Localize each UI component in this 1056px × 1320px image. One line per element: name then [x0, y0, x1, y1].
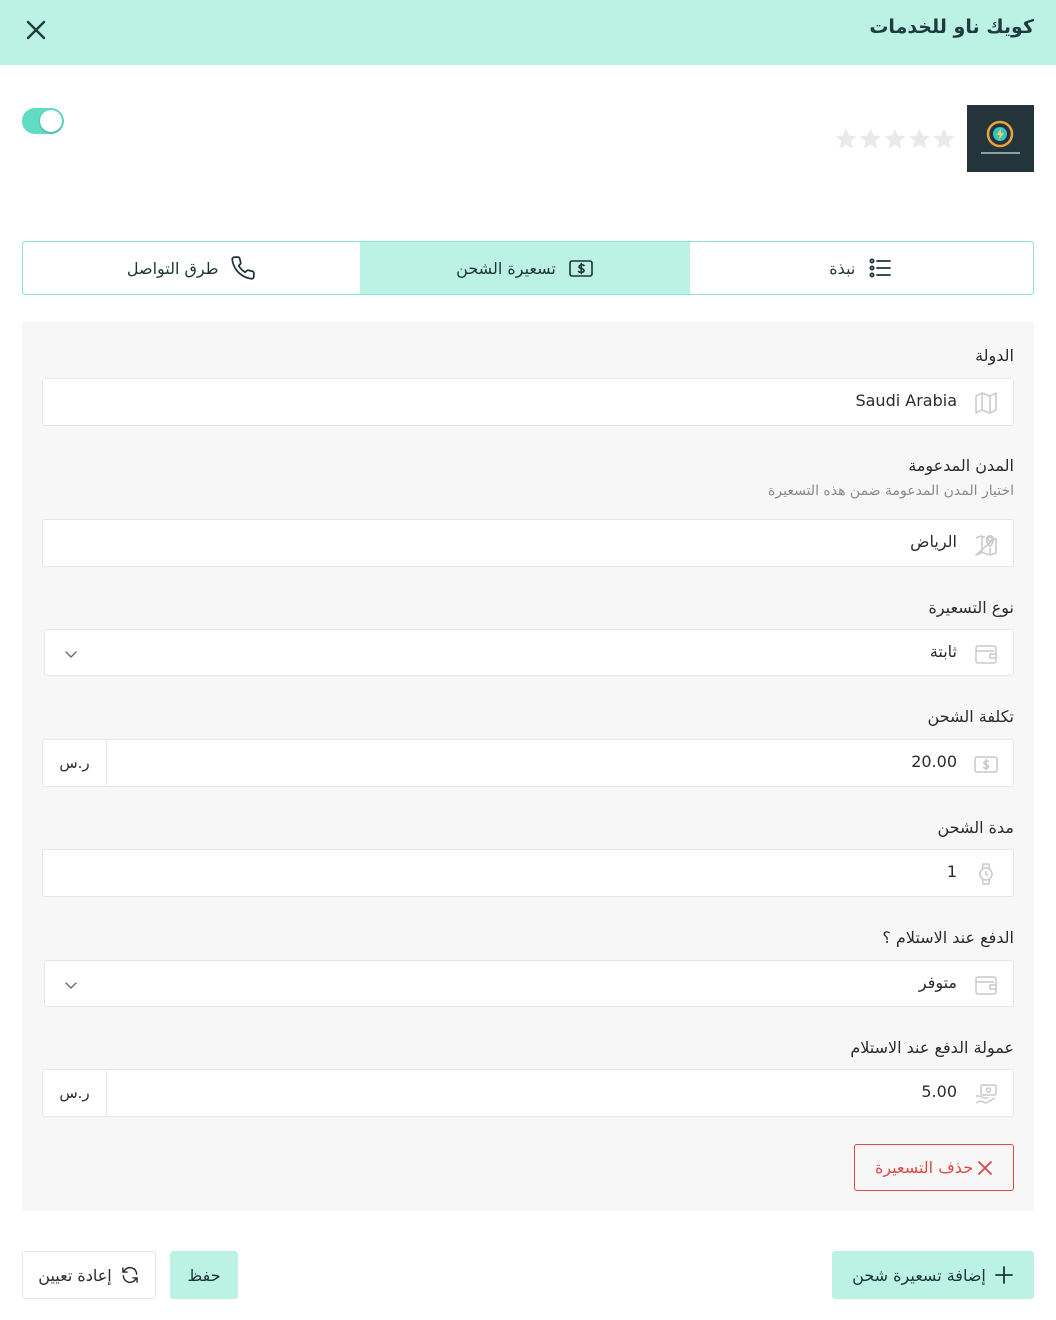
star-icon — [885, 129, 906, 149]
cod-select[interactable] — [44, 960, 1014, 1007]
star-icon — [934, 129, 955, 149]
currency-addon — [43, 740, 107, 786]
cities-value: الرياض — [910, 532, 957, 551]
cod-fee-label: عمولة الدفع عند الاستلام — [850, 1038, 1014, 1057]
currency-addon — [43, 1070, 107, 1116]
money-icon — [568, 255, 594, 281]
reset-button[interactable] — [22, 1251, 156, 1299]
tab-contact-label: طرق التواصل — [126, 258, 219, 278]
close-icon — [977, 1160, 993, 1176]
currency-label: ر.س — [59, 754, 90, 772]
country-label: الدولة — [975, 346, 1014, 365]
add-pricing-button[interactable] — [832, 1251, 1034, 1299]
map-icon — [973, 390, 999, 416]
tab-about-label: نبذة — [829, 258, 856, 278]
pricing-type-select[interactable] — [44, 629, 1014, 676]
active-toggle[interactable] — [22, 108, 64, 134]
company-logo — [967, 105, 1034, 172]
cod-fee-field[interactable] — [42, 1069, 1014, 1117]
cash-icon — [973, 751, 999, 777]
watch-icon — [973, 861, 999, 887]
cod-fee-value: 5.00 — [921, 1082, 957, 1101]
refresh-icon — [120, 1265, 140, 1285]
star-icon — [860, 129, 881, 149]
shipping-duration-value: 1 — [946, 862, 957, 881]
cities-field[interactable] — [42, 519, 1014, 567]
cities-label: المدن المدعومة — [908, 456, 1014, 475]
save-label: حفظ — [187, 1265, 221, 1285]
hand-cash-icon — [973, 1081, 999, 1107]
list-icon — [867, 255, 893, 281]
star-icon — [836, 129, 857, 149]
pricing-type-label: نوع التسعيرة — [928, 598, 1014, 617]
star-icon — [909, 129, 930, 149]
add-pricing-label: إضافة تسعيرة شحن — [852, 1265, 986, 1285]
chevron-down-icon — [63, 646, 79, 662]
cod-value: متوفر — [918, 973, 957, 992]
header-bar — [0, 0, 1056, 65]
shipping-cost-field[interactable] — [42, 739, 1014, 787]
cities-hint: اختيار المدن المدعومة ضمن هذه التسعيرة — [768, 483, 1014, 499]
wallet-icon — [973, 641, 999, 667]
rating-stars — [834, 127, 956, 151]
page-title: كويك ناو للخدمات — [869, 16, 1034, 38]
shipping-duration-field[interactable] — [42, 849, 1014, 897]
delete-pricing-button[interactable] — [854, 1144, 1014, 1191]
shipping-duration-label: مدة الشحن — [937, 818, 1014, 837]
tab-pricing-label: تسعيرة الشحن — [456, 258, 556, 278]
chevron-down-icon — [63, 977, 79, 993]
save-button[interactable] — [170, 1251, 238, 1299]
phone-icon — [230, 255, 256, 281]
tab-contact[interactable] — [23, 242, 360, 294]
toggle-knob — [40, 110, 62, 132]
plus-icon — [994, 1265, 1014, 1285]
wallet-icon — [973, 972, 999, 998]
pricing-type-value: ثابتة — [929, 642, 957, 661]
tab-shipping-pricing[interactable] — [360, 242, 689, 294]
reset-label: إعادة تعيين — [38, 1265, 112, 1285]
shipping-cost-value: 20.00 — [911, 752, 957, 771]
country-value: Saudi Arabia — [855, 391, 957, 410]
close-icon[interactable] — [22, 16, 50, 44]
currency-label: ر.س — [59, 1084, 90, 1102]
map-pin-icon — [973, 531, 999, 557]
tab-about[interactable] — [690, 242, 1033, 294]
delete-pricing-label: حذف التسعيرة — [874, 1158, 974, 1177]
country-field[interactable] — [42, 378, 1014, 426]
cod-label: الدفع عند الاستلام ؟ — [882, 928, 1014, 947]
shipping-cost-label: تكلفة الشحن — [927, 707, 1014, 726]
tab-bar — [22, 241, 1034, 295]
